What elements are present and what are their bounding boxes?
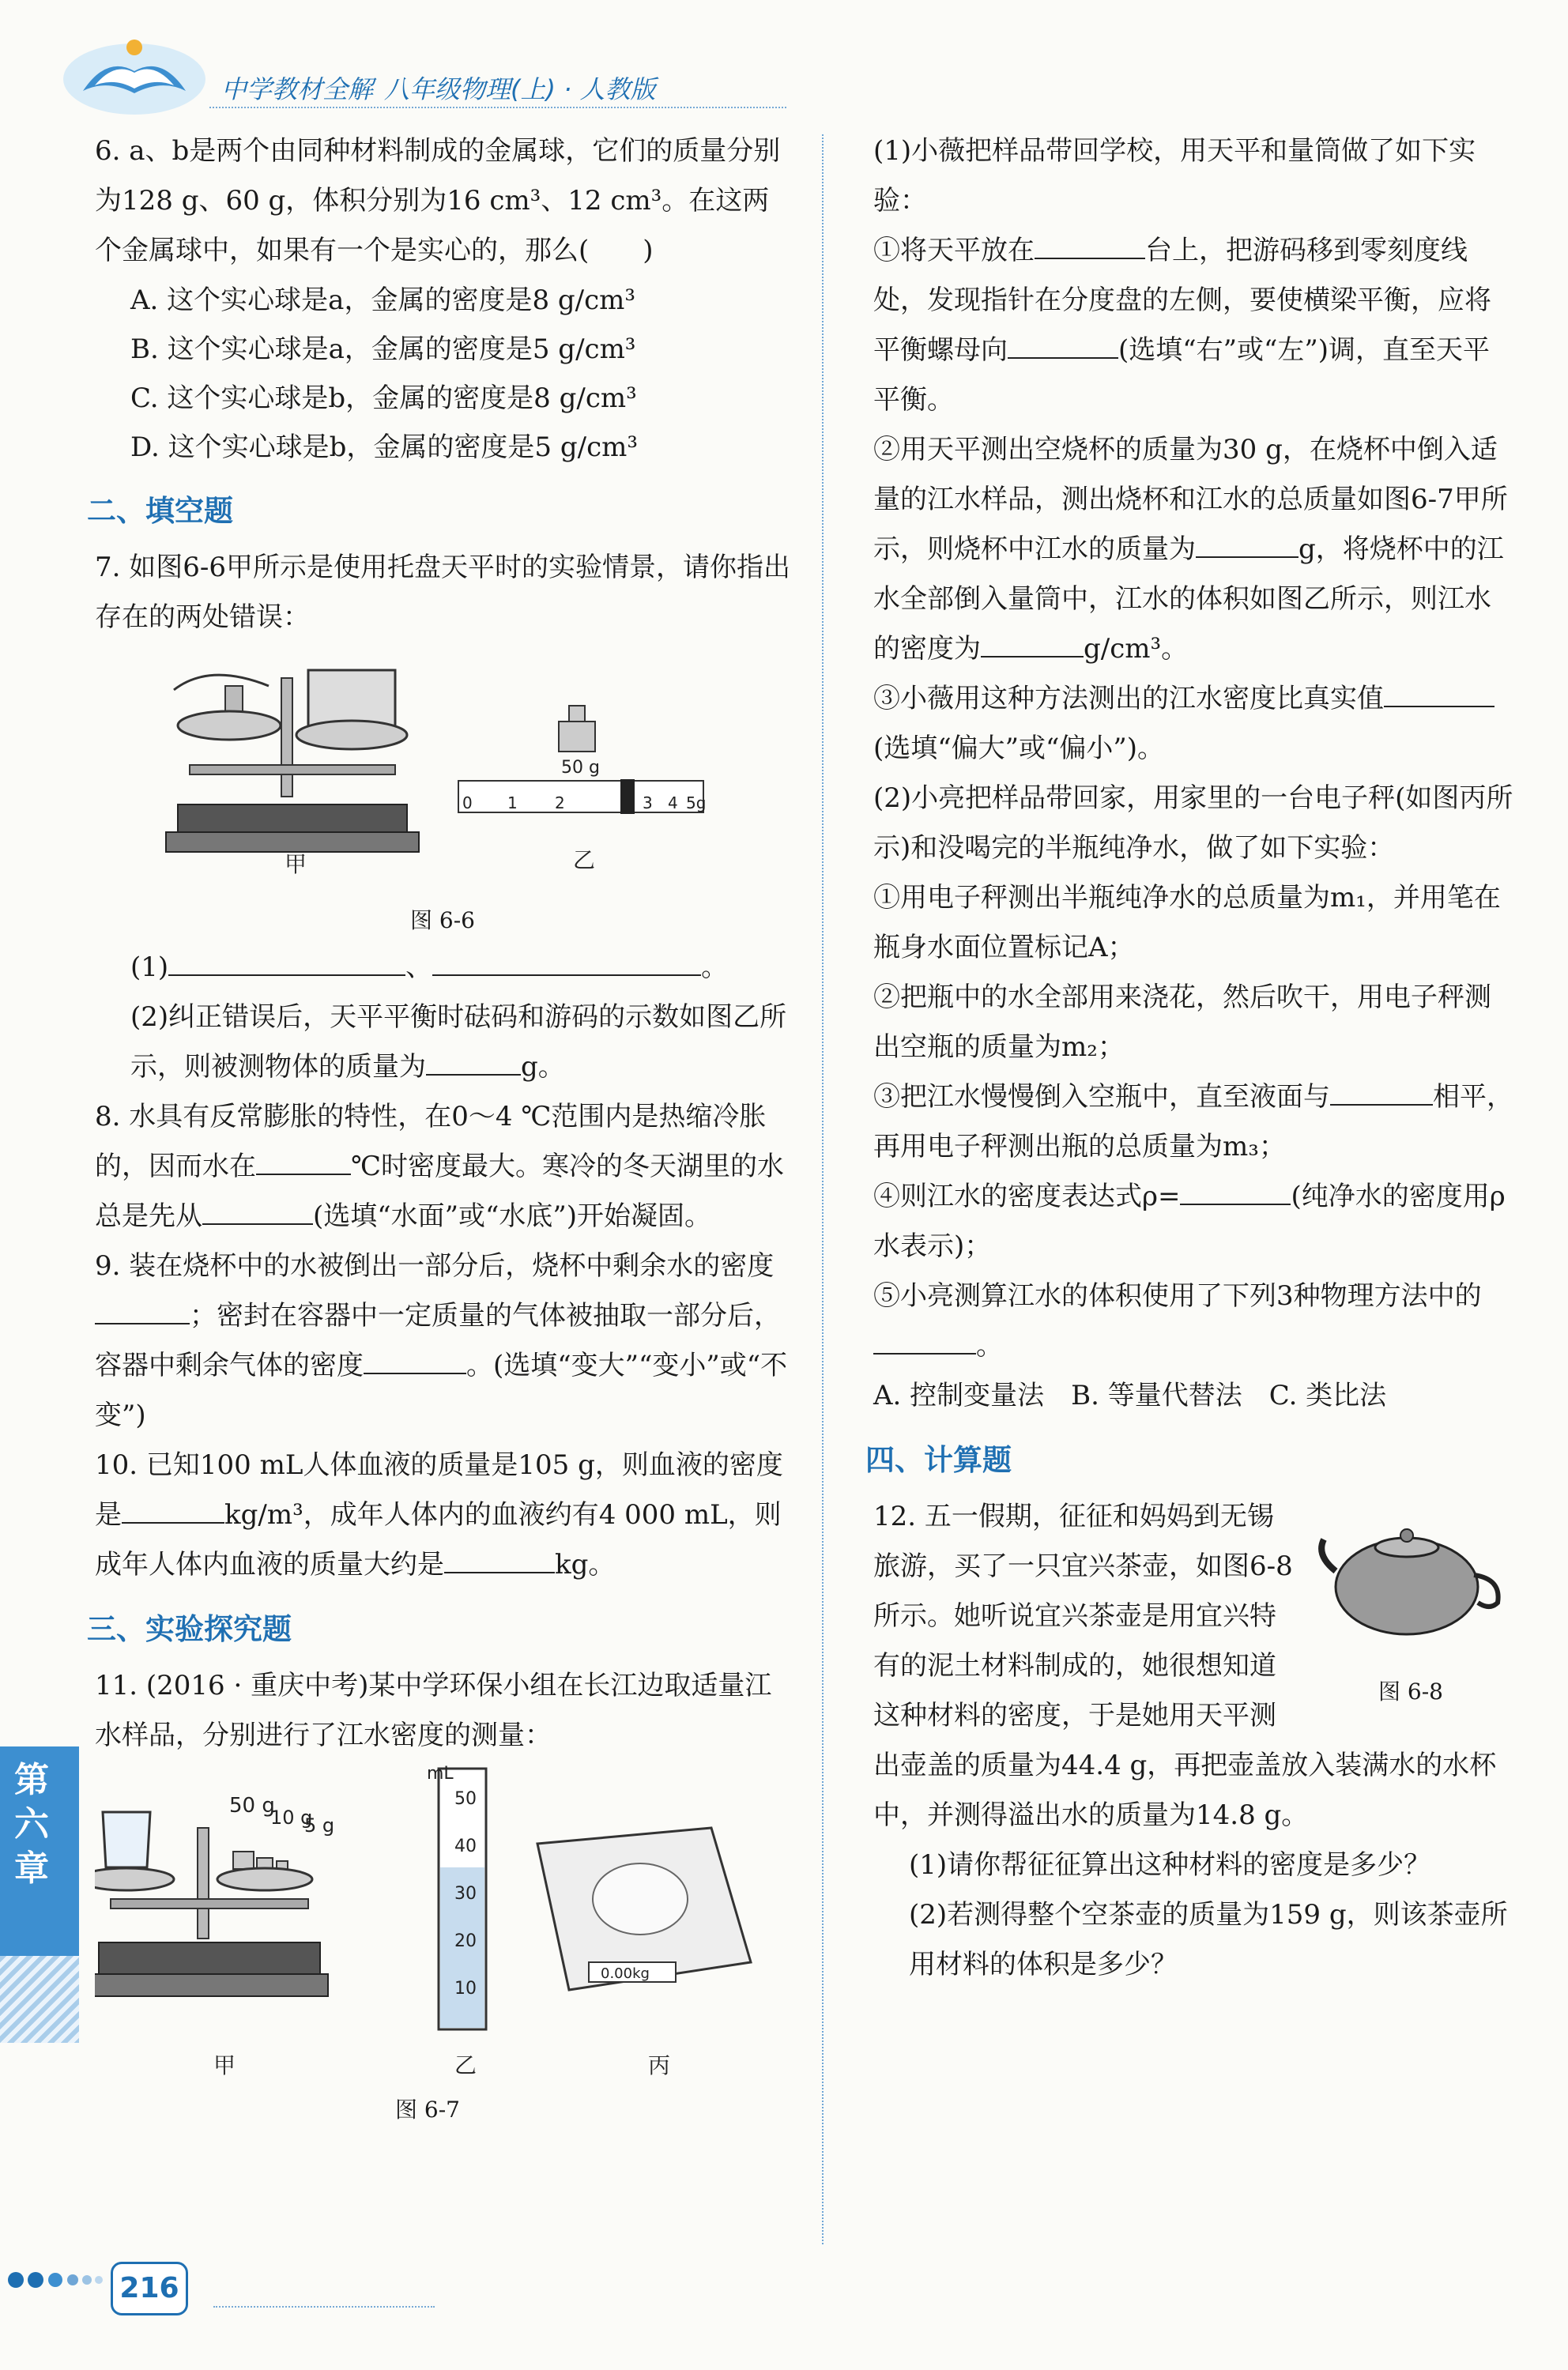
q11-part-1-intro: (1)小薇把样品带回学校，用天平和量筒做了如下实验： (873, 135, 1476, 217)
page-header (0, 0, 1568, 119)
figure-6-8-caption: 图 6-8 (1378, 1679, 1443, 1705)
question-12-part-2: (2)若测得整个空茶壶的质量为159 g，则该茶壶所用材料的体积是多少？ (909, 1899, 1508, 1980)
q8-text-a: 8. 水具有反常膨胀的特性，在0～4 ℃范围内是热缩冷胀的，因而水在 (95, 1101, 767, 1182)
footer-dots (0, 2268, 111, 2292)
section-calculation: 四、计算题 (865, 1443, 1012, 1477)
answer-blank[interactable] (95, 1299, 190, 1324)
question-6-option-a: A. 这个实心球是a，金属的密度是8 g/cm³ (130, 284, 636, 316)
question-12-stem: 12. 五一假期，征征和妈妈到无锡旅游，买了一只宜兴茶壶，如图6-8所示。她听说宜兴茶壶是用宜兴特有的泥土材料制成的，她很想知道这种材料的密度，于是她用天平测出壶盖的质量为44.4 g，再把壶盖放入装满水的水杯中，并测得溢出水的质量为14.8 g。 (873, 1501, 1497, 1831)
question-8 (95, 1092, 790, 1242)
ruler-tick-3: 3 (643, 793, 653, 812)
cylinder-mark-40: 40 (454, 1837, 477, 1856)
balance-scale-a (166, 670, 419, 852)
answer-blank[interactable] (444, 1548, 555, 1573)
question-6-option-c: C. 这个实心球是b，金属的密度是8 g/cm³ (130, 382, 637, 414)
question-12 (873, 1492, 1513, 1990)
weight-label-5g: 5 g (304, 1814, 335, 1837)
q11-part-2-step-3 (873, 1072, 1513, 1172)
chapter-tab-label: 第六章 (14, 1760, 49, 1889)
figure-6-6-caption: 图 6-6 (410, 907, 475, 933)
ruler-tick-0: 0 (462, 793, 473, 812)
answer-blank[interactable] (168, 951, 405, 976)
electronic-scale (537, 1828, 751, 1990)
q11-part-2-intro: (2)小亮把样品带回家，用家里的一台电子秤(如图丙所示)和没喝完的半瓶纯净水，做了如下实验： (873, 782, 1513, 864)
graduated-cylinder (427, 1765, 486, 2029)
figure-6-7-label-a: 甲 (213, 2052, 236, 2078)
answer-blank[interactable] (202, 1200, 313, 1225)
answer-blank[interactable] (1196, 533, 1298, 558)
q9-text-a: 9. 装在烧杯中的水被倒出一部分后，烧杯中剩余水的密度 (95, 1250, 775, 1282)
figure-6-6-label-b: 乙 (573, 847, 596, 873)
t4-text-a: ④则江水的密度表达式ρ= (873, 1181, 1181, 1212)
q11-part-2-step-5 (873, 1272, 1513, 1371)
s1-text-c: (选填“右”或“左”)调，直至天平平衡。 (873, 334, 1491, 416)
chapter-tab-hatch (0, 1956, 79, 2043)
question-7-part-1 (95, 943, 790, 993)
ruler-tick-1: 1 (507, 793, 518, 812)
answer-blank[interactable] (364, 1349, 466, 1374)
section-fill-in: 二、填空题 (87, 494, 233, 528)
ruler-tick-2: 2 (555, 793, 565, 812)
s1-text-a: ①将天平放在 (873, 235, 1035, 266)
answer-blank[interactable] (1008, 333, 1118, 359)
experiment-illustration (95, 1765, 790, 2089)
question-11-stem: 11. (2016 · 重庆中考)某中学环保小组在长江边取适量江水样品，分别进行了江水密度的测量： (95, 1670, 772, 1751)
q7-p2-text: (2)纠正错误后，天平平衡时砝码和游码的示数如图乙所示，则被测物体的质量为 (130, 1001, 787, 1083)
balance-illustration (142, 646, 790, 876)
q11-part-2-step-1: ①用电子秤测出半瓶纯净水的总质量为m₁，并用笔在瓶身水面位置标记A； (873, 882, 1501, 963)
teapot-icon (1312, 1492, 1510, 1658)
right-column (865, 126, 1513, 1990)
s1-text-b: 台上，把游码移到零刻度线处，发现指针在分度盘的左侧，要使横梁平衡，应将平衡螺母向 (873, 235, 1491, 366)
answer-blank[interactable] (122, 1498, 224, 1524)
scale-display: 0.00kg (601, 1965, 650, 1982)
s3-text-b: (选填“偏大”或“偏小”)。 (873, 733, 1165, 764)
question-7-stem: 7. 如图6-6甲所示是使用托盘天平时的实验情景，请你指出存在的两处错误： (95, 552, 790, 633)
q9-text-b: ；密封在容器中一定质量的气体被抽取一部分后，容器中剩余气体的密度 (95, 1300, 781, 1381)
answer-blank[interactable] (1035, 234, 1145, 259)
weight-label: 50 g (561, 758, 600, 778)
q8-text-b: ℃时密度最大。寒冷的冬天湖里的水总是先从 (95, 1151, 785, 1232)
q7-p1-end: 。 (701, 951, 729, 983)
s2-text-a: ②用天平测出空烧杯的质量为30 g，在烧杯中倒入适量的江水样品，测出烧杯和江水的总质量如图6-7甲所示，则烧杯中江水的质量为 (873, 434, 1508, 565)
cylinder-mark-20: 20 (454, 1931, 477, 1951)
q8-text-c: (选填“水面”或“水底”)开始凝固。 (313, 1200, 712, 1232)
q10-text-b: kg/m³，成年人体内的血液约有4 000 mL，则成年人体内血液的质量大约是 (95, 1499, 782, 1581)
cylinder-unit: mL (427, 1765, 454, 1784)
s2-text-c: g/cm³。 (1084, 633, 1189, 665)
question-6-option-b: B. 这个实心球是a，金属的密度是5 g/cm³ (130, 333, 636, 365)
left-column (87, 126, 790, 2127)
cylinder-mark-50: 50 (454, 1789, 477, 1809)
balance-scale-with-beaker (95, 1794, 334, 1996)
figure-6-8 (1308, 1492, 1513, 1705)
weight-label-50g: 50 g (229, 1794, 275, 1818)
question-7-part-2 (95, 993, 790, 1092)
q11-step-2 (873, 425, 1513, 674)
answer-blank[interactable] (432, 951, 701, 976)
page-number: 216 (111, 2262, 188, 2315)
q11-step-3 (873, 674, 1513, 774)
q10-text-c: kg。 (555, 1549, 616, 1581)
cylinder-mark-30: 30 (454, 1884, 477, 1904)
answer-blank[interactable] (1180, 1180, 1291, 1205)
cylinder-mark-10: 10 (454, 1979, 477, 1999)
question-12-part-1: (1)请你帮征征算出这种材料的密度是多少？ (909, 1849, 1431, 1881)
answer-blank[interactable] (256, 1150, 351, 1175)
question-9 (95, 1242, 790, 1441)
answer-blank[interactable] (1384, 682, 1494, 707)
weight-label-10g: 10 g (270, 1807, 313, 1829)
q11-part-2-step-4 (873, 1172, 1513, 1272)
section-experiment: 三、实验探究题 (87, 1612, 292, 1646)
q11-method-options: A. 控制变量法 B. 等量代替法 C. 类比法 (873, 1380, 1387, 1411)
book-subtitle: 八年级物理(上) · 人教版 (384, 74, 656, 104)
q7-p1-sep: 、 (405, 951, 433, 983)
figure-6-6 (95, 642, 790, 903)
question-6-stem: 6. a、b是两个由同种材料制成的金属球，它们的质量分别为128 g、60 g，体积分别为16 cm³、12 cm³。在这两个金属球中，如果有一个是实心的，那么( ) (95, 135, 781, 266)
s3-text-a: ③小薇用这种方法测出的江水密度比真实值 (873, 683, 1384, 714)
q9-text-c: 。(选填“变大”“变小”或“不变”) (95, 1350, 788, 1431)
t5-text-a: ⑤小亮测算江水的体积使用了下列3种物理方法中的 (873, 1280, 1482, 1312)
q11-part-2-step-2: ②把瓶中的水全部用来浇花，然后吹干，用电子秤测出空瓶的质量为m₂； (873, 982, 1491, 1063)
s2-text-b: g，将烧杯中的江水全部倒入量筒中，江水的体积如图乙所示，则江水的密度为 (873, 533, 1504, 665)
question-6-option-d: D. 这个实心球是b，金属的密度是5 g/cm³ (130, 431, 638, 463)
book-logo-icon (59, 24, 209, 119)
q11-step-1 (873, 226, 1513, 425)
t4-text-b: (纯净水的密度用ρ水表示)； (873, 1181, 1506, 1262)
ruler-tick-5g: 5g (686, 793, 707, 812)
q7-p1-prefix: (1) (130, 951, 169, 983)
weight-50g (559, 706, 600, 778)
t5-text-b: 。 (976, 1330, 1003, 1362)
question-10 (95, 1441, 790, 1590)
figure-6-7-label-c: 丙 (648, 2052, 671, 2078)
figure-6-6-label-a: 甲 (285, 851, 307, 876)
answer-blank[interactable] (873, 1329, 976, 1355)
t3-text-b: 相平，再用电子秤测出瓶的总质量为m₃； (873, 1081, 1513, 1162)
header-rule (209, 107, 786, 108)
column-divider (822, 134, 824, 2244)
figure-6-7-caption: 图 6-7 (395, 2097, 460, 2123)
ruler-tick-4: 4 (668, 793, 678, 812)
answer-blank[interactable] (981, 632, 1084, 657)
answer-blank[interactable] (426, 1050, 521, 1076)
rider-ruler (458, 779, 706, 814)
series-title: 中学教材全解 (221, 74, 374, 104)
q7-p2-unit: g。 (521, 1051, 565, 1083)
book-title (221, 70, 656, 106)
t3-text-a: ③把江水慢慢倒入空瓶中，直至液面与 (873, 1081, 1330, 1113)
figure-6-7-label-b: 乙 (454, 2052, 477, 2078)
answer-blank[interactable] (1330, 1080, 1433, 1106)
footer-rule (213, 2306, 435, 2308)
q10-text-a: 10. 已知100 mL人体血液的质量是105 g，则血液的密度是 (95, 1449, 783, 1531)
figure-6-7 (95, 1761, 790, 2093)
